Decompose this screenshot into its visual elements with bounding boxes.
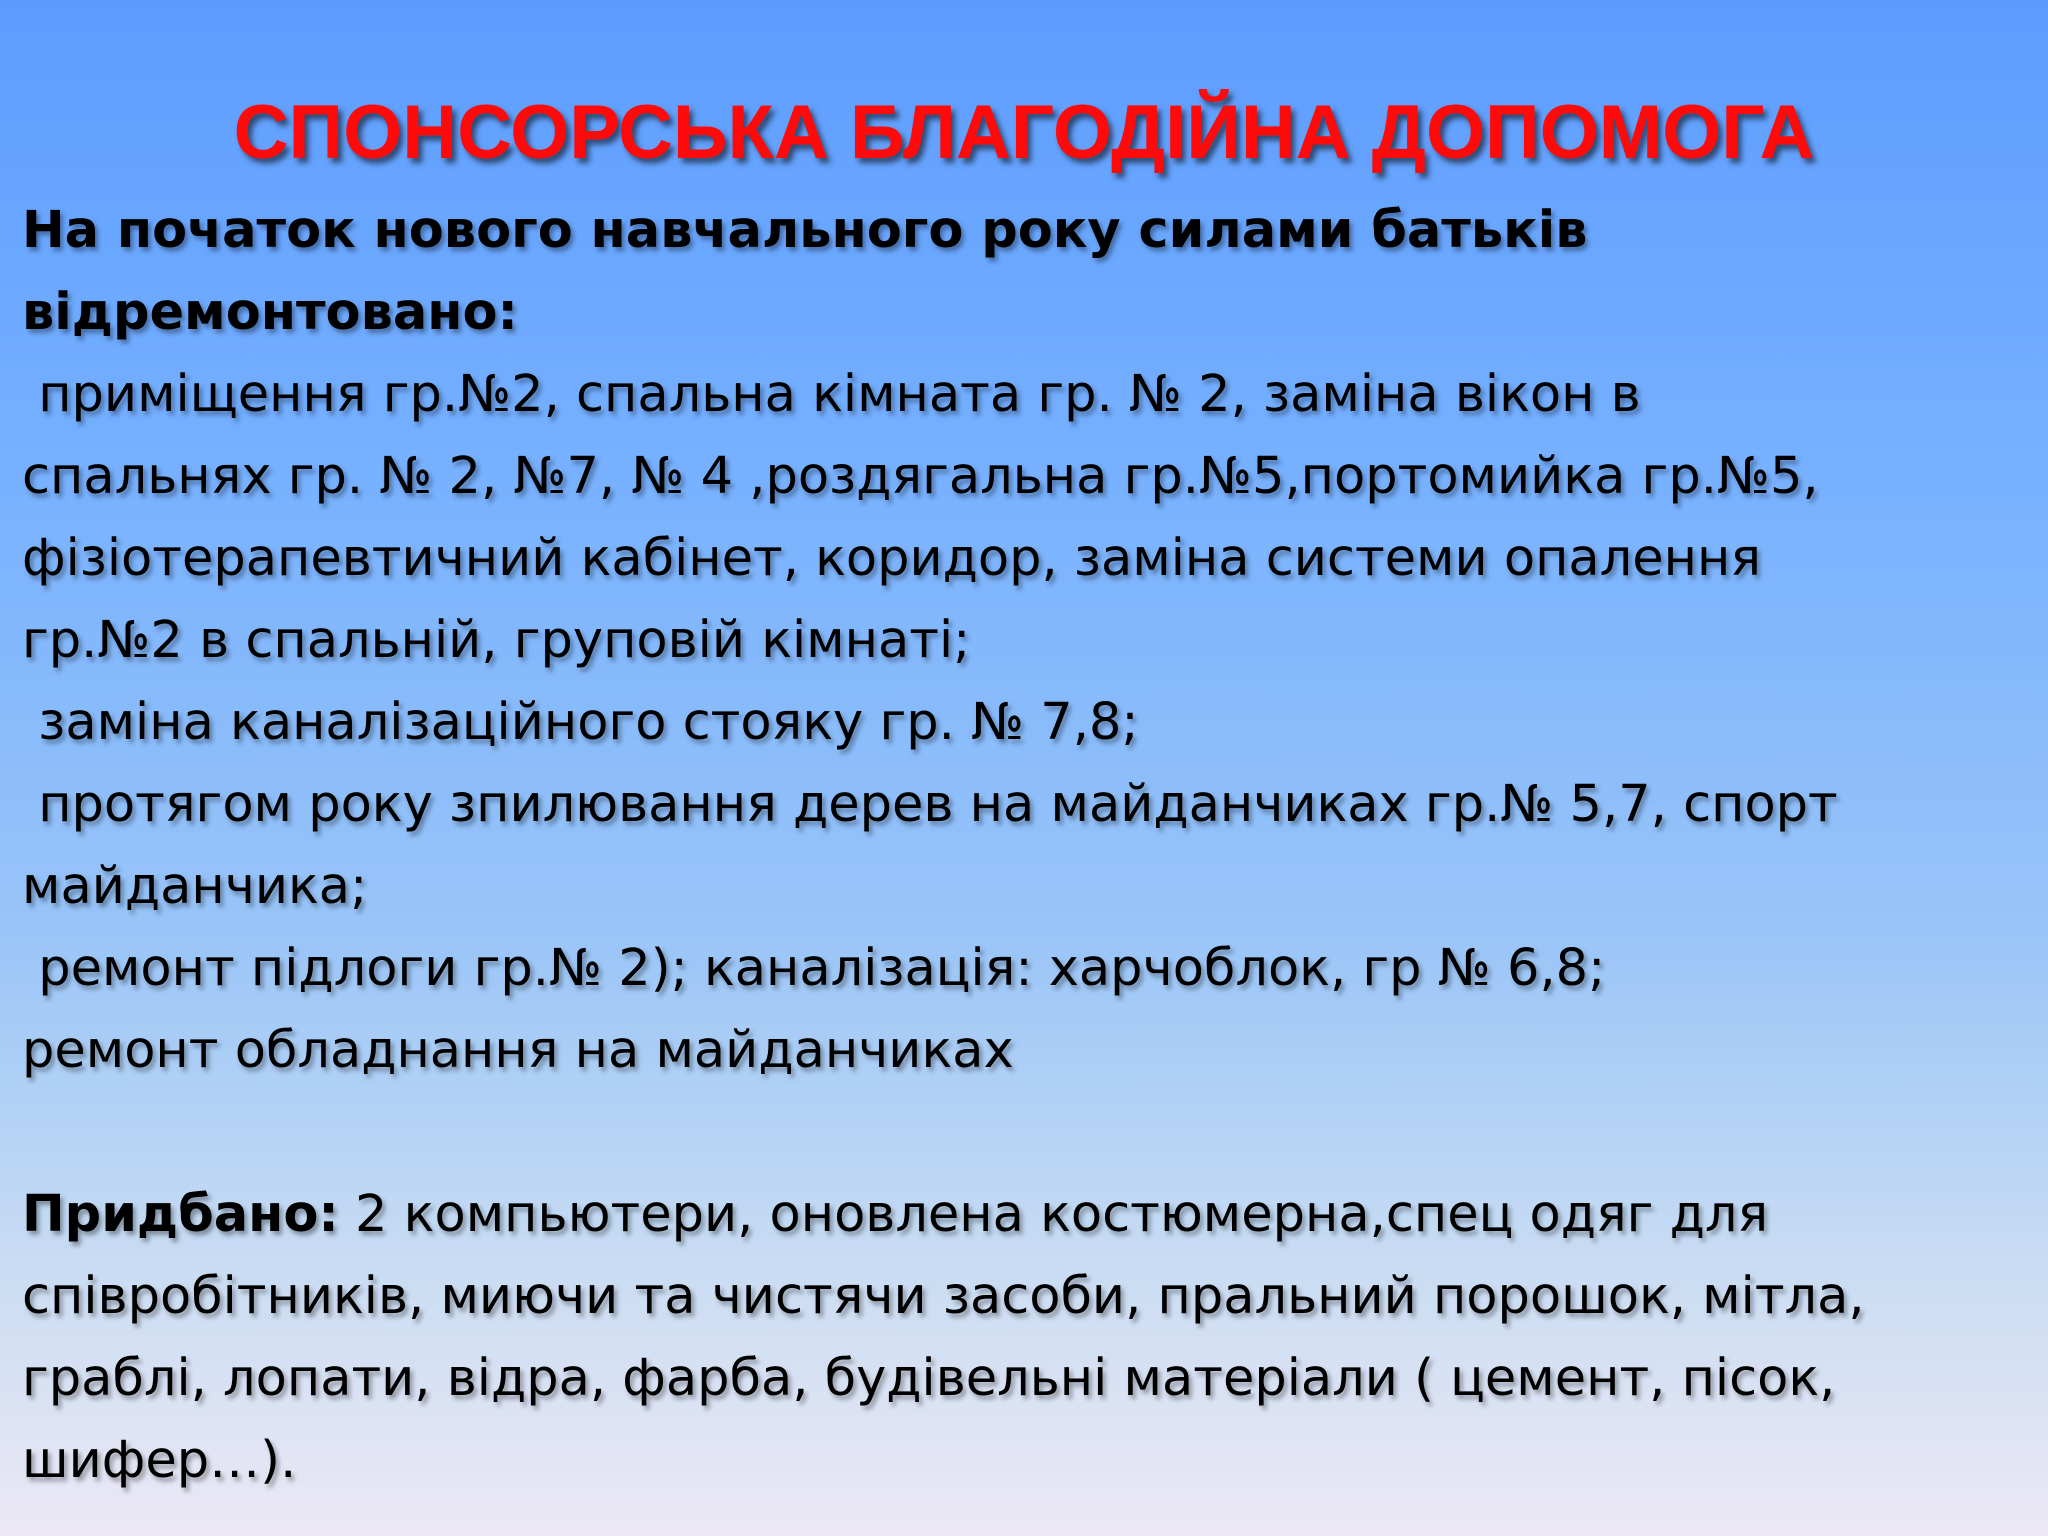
purchased-line: шифер…). bbox=[22, 1431, 297, 1490]
slide-title: СПОНСОРСЬКА БЛАГОДІЙНА ДОПОМОГА bbox=[233, 90, 1815, 175]
intro-line-1: На початок нового навчального року силами батьків bbox=[22, 201, 1588, 260]
repair-line: ремонт обладнання на майданчиках bbox=[22, 1021, 1014, 1080]
repair-line: ремонт підлоги гр.№ 2); каналізація: харчоблок, гр № 6,8; bbox=[22, 939, 1606, 998]
purchased-text: 2 компьютери, оновлена костюмерна,спец одяг для bbox=[338, 1185, 1769, 1244]
repair-line: майданчика; bbox=[22, 857, 368, 916]
repair-line: спальнях гр. № 2, №7, № 4 ,роздягальна гр.№5,портомийка гр.№5, bbox=[22, 447, 1819, 506]
repair-line: протягом року зпилювання дерев на майданчиках гр.№ 5,7, спорт bbox=[22, 775, 1838, 834]
repair-line: заміна каналізаційного стояку гр. № 7,8; bbox=[22, 693, 1139, 752]
paragraph-spacer bbox=[22, 1092, 2032, 1174]
purchased-line: граблі, лопати, відра, фарба, будівельні матеріали ( цемент, пісок, bbox=[22, 1349, 1836, 1408]
repair-line: фізіотерапевтичний кабінет, коридор, заміна системи опалення bbox=[22, 529, 1762, 588]
intro-line-2: відремонтовано: bbox=[22, 283, 518, 342]
repair-line: гр.№2 в спальній, груповій кімнаті; bbox=[22, 611, 971, 670]
repair-line: приміщення гр.№2, спальна кімната гр. № 2, заміна вікон в bbox=[22, 365, 1641, 424]
purchased-label: Придбано: bbox=[22, 1185, 339, 1244]
purchased-line-1 bbox=[22, 1174, 2032, 1256]
purchased-line: співробітників, миючи та чистячи засоби, пральний порошок, мітла, bbox=[22, 1267, 1865, 1326]
slide-body bbox=[22, 190, 2032, 1502]
